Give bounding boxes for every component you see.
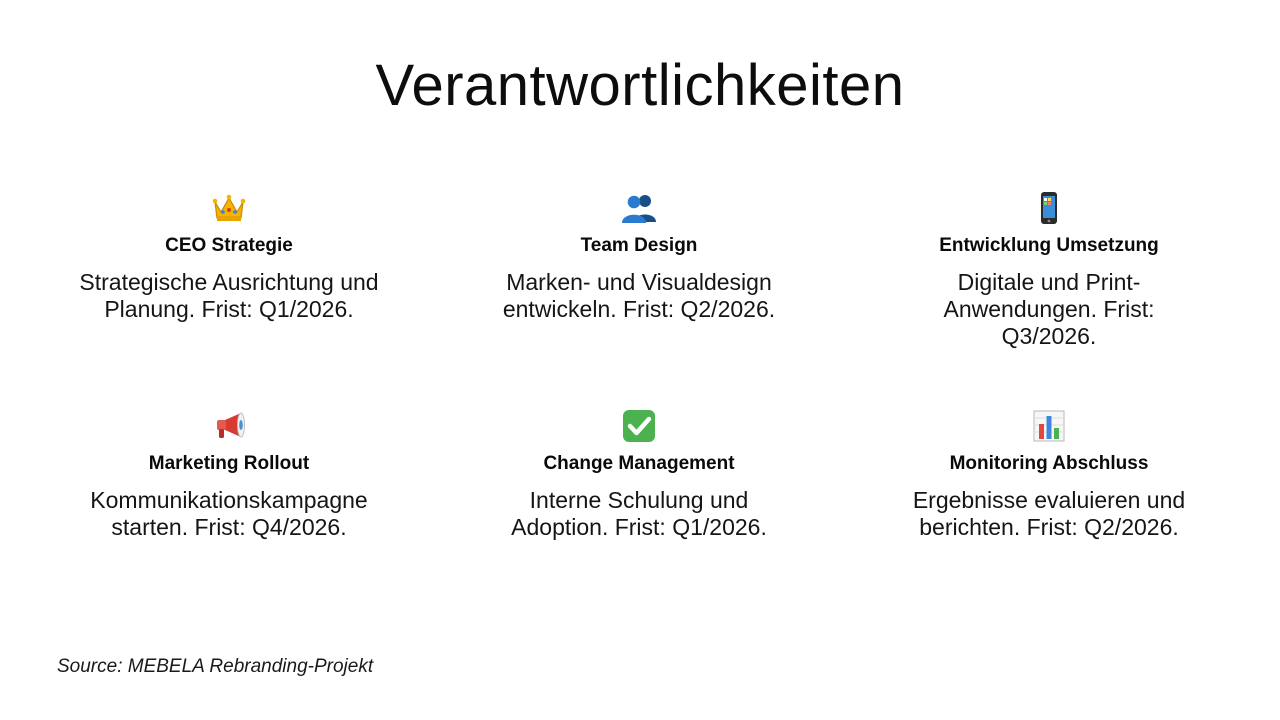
card-description: Ergebnisse evaluieren und berichten. Frist: Q2/2026.	[912, 487, 1186, 540]
card-title: Change Management	[543, 453, 735, 474]
card-title: CEO Strategie	[165, 235, 293, 256]
card-change-management	[434, 408, 844, 608]
mobile-phone-icon	[1031, 190, 1067, 226]
card-title: Entwicklung Umsetzung	[939, 235, 1159, 256]
card-team-design	[434, 190, 844, 408]
card-description: Interne Schulung und Adoption. Frist: Q1/2026.	[511, 487, 767, 540]
card-monitoring-abschluss	[844, 408, 1254, 608]
card-title: Marketing Rollout	[148, 453, 310, 474]
card-title: Monitoring Abschluss	[949, 453, 1149, 474]
card-description: Marken- und Visualdesign entwickeln. Frist: Q2/2026.	[502, 269, 776, 322]
card-description: Digitale und Print-Anwendungen. Frist: Q3/2026.	[943, 269, 1155, 349]
slide-title: Verantwortlichkeiten	[375, 53, 905, 118]
card-entwicklung-umsetzung	[844, 190, 1254, 408]
check-mark-icon	[621, 408, 657, 444]
card-ceo-strategie	[24, 190, 434, 408]
people-icon	[621, 190, 657, 226]
card-description: Strategische Ausrichtung und Planung. Frist: Q1/2026.	[79, 269, 379, 322]
bar-chart-icon	[1031, 408, 1067, 444]
card-title: Team Design	[580, 235, 698, 256]
card-description: Kommunikationskampagne starten. Frist: Q4/2026.	[90, 487, 368, 540]
source-note: Source: MEBELA Rebranding-Projekt	[57, 656, 374, 677]
crown-icon	[211, 190, 247, 226]
megaphone-icon	[211, 408, 247, 444]
card-marketing-rollout	[24, 408, 434, 608]
responsibility-grid	[24, 190, 1256, 608]
